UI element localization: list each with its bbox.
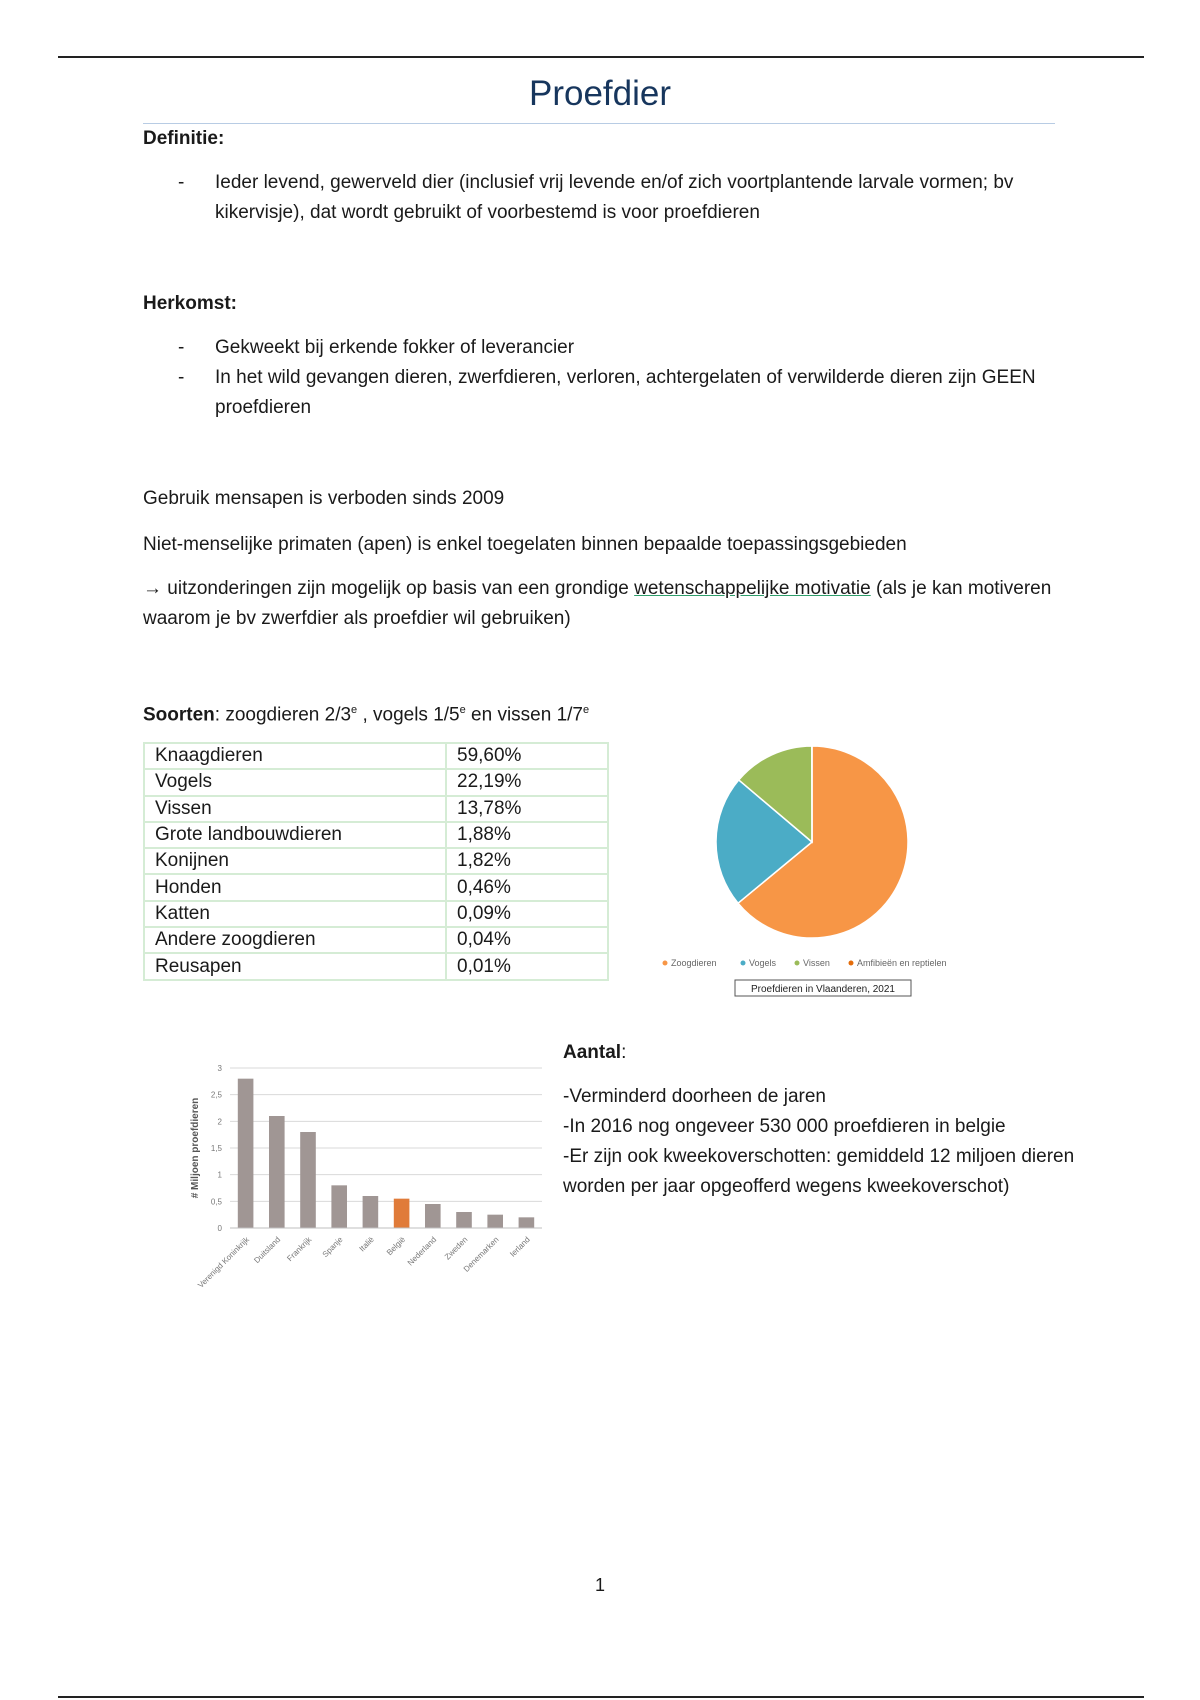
herkomst-heading: Herkomst: (143, 293, 237, 314)
species-percentage: 0,09% (446, 901, 608, 927)
table-row (144, 743, 608, 769)
legend-label: Vissen (803, 958, 830, 968)
x-tick-label: Ierland (508, 1235, 532, 1259)
page-title: Proefdier (528, 74, 672, 113)
bottom-rule (58, 1696, 1144, 1698)
paragraph-mensapen: Gebruik mensapen is verboden sinds 2009 (143, 488, 505, 509)
aantal-line: -Er zijn ook kweekoverschotten: gemiddeld 12 miljoen dieren worden per jaar opgeofferd wegens kweekoverschot) (563, 1146, 1075, 1197)
bar-3 (331, 1185, 347, 1228)
legend-marker (663, 961, 668, 966)
x-tick-label: Italië (357, 1235, 376, 1254)
pie-title: Proefdieren in Vlaanderen, 2021 (751, 984, 895, 995)
bar-4 (363, 1196, 379, 1228)
aantal-line: -Verminderd doorheen de jaren (563, 1086, 827, 1107)
legend-marker (795, 961, 800, 966)
table-row (144, 874, 608, 900)
x-tick-label: Nederland (405, 1235, 439, 1268)
definitie-list (178, 168, 1078, 228)
bar-5 (394, 1199, 410, 1228)
table-row (144, 848, 608, 874)
list-item: - Gekweekt bij erkende fokker of leverancier (178, 337, 575, 358)
bar-6 (425, 1204, 441, 1228)
legend-marker (849, 961, 854, 966)
x-tick-label: Frankrijk (285, 1235, 314, 1264)
legend-label: Vogels (749, 958, 777, 968)
species-name: Andere zoogdieren (144, 927, 446, 953)
legend-label: Amfibieën en reptielen (857, 958, 947, 968)
paragraph-primaten: Niet-menselijke primaten (apen) is enkel toegelaten binnen bepaalde toepassingsgebieden (143, 534, 907, 555)
x-tick-label: Duitsland (252, 1235, 283, 1266)
herkomst-list (178, 333, 1078, 423)
top-rule (58, 56, 1144, 58)
aantal-line: -In 2016 nog ongeveer 530 000 proefdieren in belgie (563, 1116, 1006, 1137)
table-row (144, 822, 608, 848)
species-name: Vissen (144, 796, 446, 822)
species-name: Katten (144, 901, 446, 927)
bar-1 (269, 1116, 285, 1228)
species-percentage: 1,88% (446, 822, 608, 848)
aantal-section (563, 1038, 1083, 1202)
list-item: - Ieder levend, gewerveld dier (inclusief vrij levende en/of zich voortplantende larvale vormen; bv kikervisje), dat wordt gebruikt of voorbestemd is voor proefdieren (178, 172, 1014, 223)
y-tick-label: 3 (217, 1064, 222, 1073)
bar-2 (300, 1132, 316, 1228)
definitie-heading: Definitie: (143, 128, 225, 149)
species-name: Grote landbouwdieren (144, 822, 446, 848)
motivatie-text: wetenschappelijke motivatie (634, 578, 871, 599)
list-item: - In het wild gevangen dieren, zwerfdieren, verloren, achtergelaten of verwilderde dieren zijn GEEN proefdieren (178, 367, 1036, 418)
species-percentage: 1,82% (446, 848, 608, 874)
x-tick-label: Denemarken (461, 1235, 501, 1274)
pie-chart (655, 740, 985, 1002)
legend-marker (741, 961, 746, 966)
table-row (144, 953, 608, 979)
bar-7 (456, 1212, 472, 1228)
species-name: Knaagdieren (144, 743, 446, 769)
species-name: Reusapen (144, 953, 446, 979)
species-table (143, 742, 609, 981)
y-axis-label: # Miljoen proefdieren (190, 1097, 201, 1199)
species-percentage: 0,04% (446, 927, 608, 953)
bar-chart (170, 1050, 560, 1325)
x-tick-label: België (384, 1235, 408, 1258)
soorten-line: Soorten: zoogdieren 2/3e , vogels 1/5e en vissen 1/7e (143, 704, 590, 726)
bar-0 (238, 1079, 254, 1228)
species-percentage: 0,46% (446, 874, 608, 900)
y-tick-label: 0 (217, 1224, 222, 1233)
aantal-heading: Aantal: (563, 1042, 627, 1063)
y-tick-label: 1 (217, 1170, 222, 1180)
species-percentage: 22,19% (446, 769, 608, 795)
legend-label: Zoogdieren (671, 958, 717, 968)
page-number: 1 (594, 1575, 605, 1595)
y-tick-label: 2 (217, 1117, 222, 1127)
paragraph-uitzonderingen: → uitzonderingen zijn mogelijk op basis van een grondige wetenschappelijke motivatie (als je kan motiveren waarom je bv zwerfdier als proefdier wil gebruiken) (143, 578, 1052, 629)
species-percentage: 59,60% (446, 743, 608, 769)
y-tick-label: 1,5 (210, 1144, 222, 1153)
species-name: Vogels (144, 769, 446, 795)
species-percentage: 13,78% (446, 796, 608, 822)
y-tick-label: 2,5 (210, 1090, 222, 1100)
table-row (144, 901, 608, 927)
x-tick-label: Zweden (442, 1235, 470, 1262)
x-tick-label: Spanje (320, 1235, 345, 1260)
species-percentage: 0,01% (446, 953, 608, 979)
bar-8 (487, 1215, 503, 1228)
y-tick-label: 0,5 (210, 1197, 222, 1207)
bar-9 (519, 1217, 535, 1228)
table-row (144, 769, 608, 795)
table-row (144, 927, 608, 953)
species-name: Konijnen (144, 848, 446, 874)
x-tick-label: Verenigd Koninkrijk (196, 1235, 252, 1290)
species-name: Honden (144, 874, 446, 900)
table-row (144, 796, 608, 822)
